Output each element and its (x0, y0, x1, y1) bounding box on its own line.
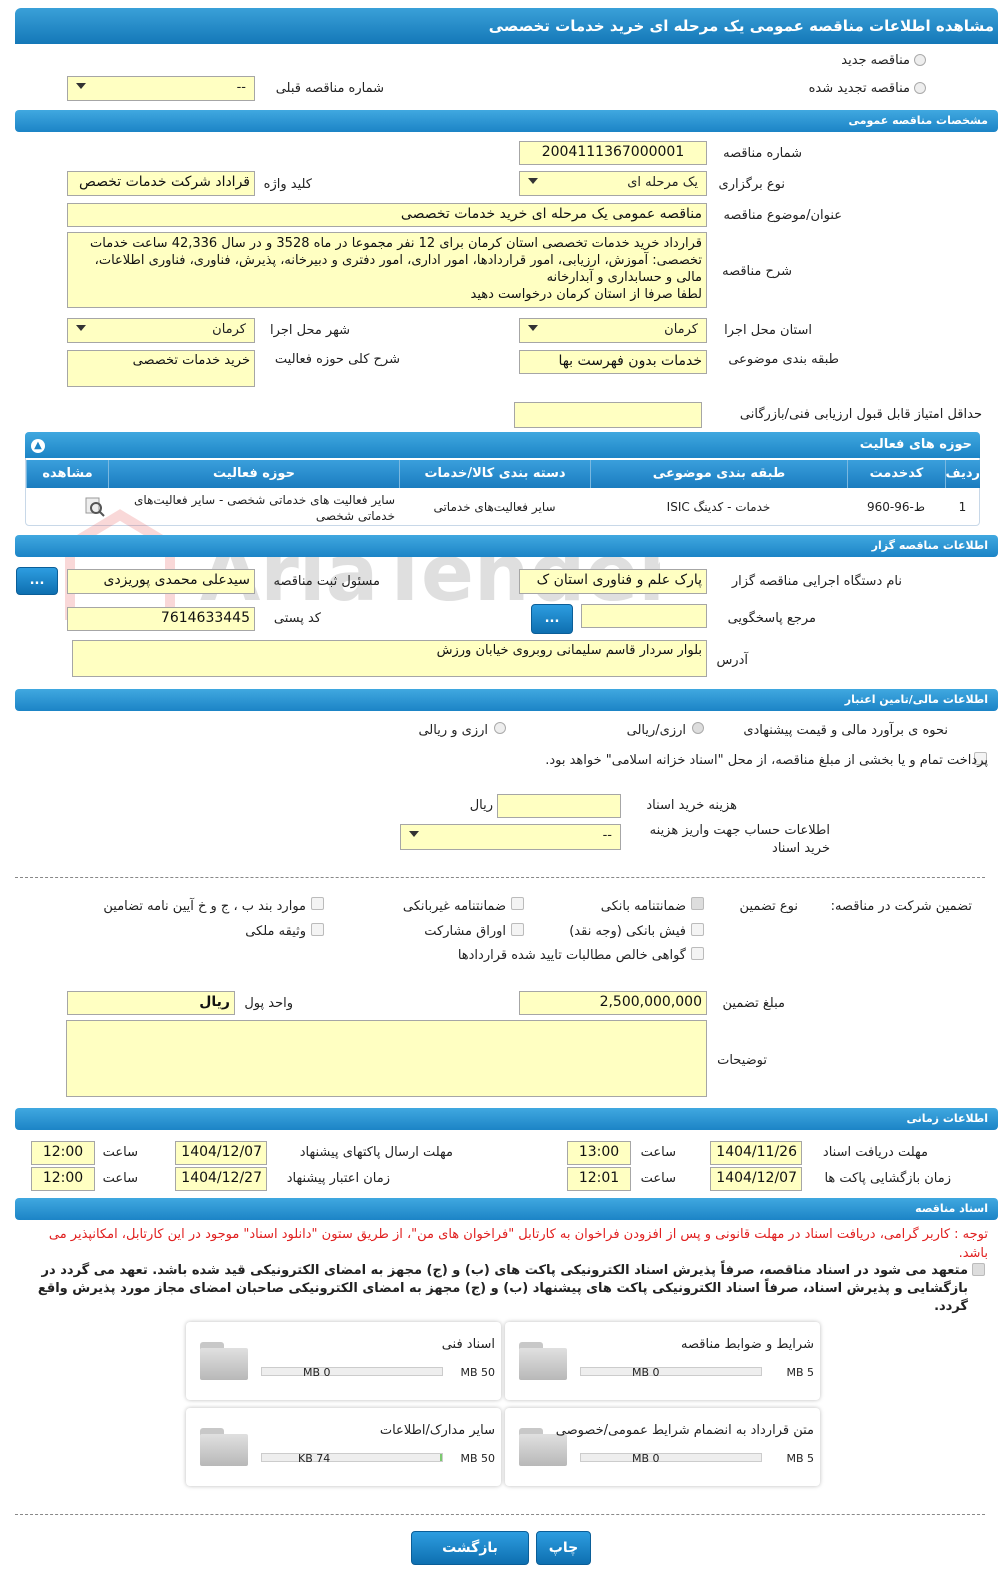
receive-time: 13:00 (567, 1141, 631, 1165)
folder-icon (200, 1428, 248, 1468)
tender-number-field: 2004111367000001 (519, 141, 707, 165)
send-label: مهلت ارسال پاکتهای پیشنهاد (299, 1145, 453, 1160)
property-label: وثیقه ملکی (245, 924, 306, 939)
col-index: ردیف (945, 460, 980, 488)
bonds-checkbox[interactable] (511, 923, 524, 936)
divider (15, 1514, 985, 1515)
guarantee-type-label: نوع تضمین (739, 899, 798, 914)
min-score-label: حداقل امتیاز قابل قبول ارزیابی فنی/بازرگانی (739, 407, 982, 422)
guarantee-label: تضمین شرکت در مناقصه: (830, 899, 972, 914)
registrar-lookup-button[interactable]: ... (16, 567, 58, 595)
validity-date: 1404/12/27 (175, 1167, 267, 1191)
open-date: 1404/12/07 (710, 1167, 802, 1191)
description-field: قرارداد خرید خدمات تخصصی استان کرمان برای 12 نفر مجموعا در ماه 3528 و در سال 42,336 ساعت خدمات تخصصی: آموزش، ارزیابی، امور قراردادها، امور اداری، امور دفتری و دبیرخانه، پذیرش، فناوری، فناوری اطلاعات، مالی و حسابداری و آبدارخانه لطفا صرفا از استان کرمان درخواست دهید (67, 232, 707, 308)
nonbank-guarantee-checkbox[interactable] (511, 897, 524, 910)
notes-field (66, 1020, 707, 1097)
subject-label: عنوان/موضوع مناقصه (723, 208, 842, 223)
doc-card-other[interactable] (186, 1408, 501, 1486)
doc-card-progress (261, 1367, 443, 1376)
clause-items-checkbox[interactable] (311, 897, 324, 910)
doc-card-technical[interactable] (186, 1322, 501, 1400)
documents-section-header: اسناد مناقصه (15, 1198, 998, 1220)
print-button[interactable]: چاپ (536, 1531, 591, 1565)
open-time-label: ساعت (640, 1171, 676, 1186)
org-label: نام دستگاه اجرایی مناقصه گزار (731, 574, 902, 589)
province-select[interactable] (519, 318, 707, 343)
doc-card-used: 0 MB (632, 1366, 660, 1379)
city-value: کرمان (212, 322, 246, 337)
validity-label: زمان اعتبار پیشنهاد (286, 1171, 390, 1186)
renewed-tender-label: مناقصه تجدید شده (808, 81, 910, 96)
receive-time-label: ساعت (640, 1145, 676, 1160)
doc-card-contract[interactable] (505, 1408, 820, 1486)
send-time: 12:00 (31, 1141, 95, 1165)
prev-number-value: -- (236, 80, 246, 95)
method-label: نحوه ی برآورد مالی و قیمت پیشنهادی (743, 723, 948, 738)
registrar-label: مسئول ثبت مناقصه (273, 574, 380, 589)
activities-header (25, 432, 980, 458)
ref-lookup-button[interactable]: ... (531, 604, 573, 634)
min-score-field (514, 402, 702, 428)
clause-items-label: موارد بند ب ، ج و خ آیین نامه تضامین (103, 899, 306, 914)
account-value: -- (602, 828, 612, 843)
row-category: خدمات - کدینگ ISIC (666, 500, 771, 514)
doc-cost-label: هزینه خرید اسناد (646, 798, 737, 813)
address-label: آدرس (716, 653, 748, 668)
doc-card-title: متن قرارداد به انضمام شرایط عمومی/خصوصی (555, 1423, 814, 1438)
nonbank-guarantee-label: ضمانتنامه غیربانکی (402, 899, 506, 914)
bank-guarantee-label: ضمانتنامه بانکی (600, 899, 686, 914)
chevron-down-icon (409, 831, 419, 837)
description-label: شرح مناقصه (722, 264, 792, 279)
bank-guarantee-checkbox[interactable] (691, 897, 704, 910)
doc-card-progress (580, 1367, 762, 1376)
svg-text:AriaTender.neT: AriaTen (200, 529, 530, 619)
tender-number-label: شماره مناقصه (723, 146, 802, 161)
province-label: استان محل اجرا (724, 323, 812, 338)
doc-card-title: سایر مدارک/اطلاعات (379, 1423, 495, 1438)
notes-label: توضیحات (717, 1053, 767, 1068)
collapse-icon[interactable]: ▲ (31, 439, 45, 453)
registrar-field: سیدعلی محمدی پوریزدی (67, 569, 255, 594)
category-field: خدمات بدون فهرست بها (519, 350, 707, 374)
renewed-tender-radio[interactable] (914, 82, 926, 94)
commit-checkbox[interactable] (972, 1263, 985, 1276)
holding-type-value: یک مرحله ای (627, 175, 698, 190)
bank-receipt-label: فیش بانکی (وجه نقد) (569, 924, 686, 939)
ref-field (581, 604, 707, 628)
postal-label: کد پستی (273, 611, 321, 626)
doc-cost-field (497, 794, 621, 818)
back-button[interactable]: بازگشت (411, 1531, 529, 1565)
amount-field: 2,500,000,000 (519, 991, 707, 1015)
holding-type-label: نوع برگزاری (718, 177, 785, 192)
open-label: زمان بازگشایی پاکت ها (824, 1171, 951, 1186)
row-index: 1 (958, 500, 967, 514)
send-time-label: ساعت (102, 1145, 138, 1160)
amount-label: مبلغ تضمین (722, 996, 785, 1011)
address-field: بلوار سردار قاسم سلیمانی روبروی خیابان ورزش (72, 640, 707, 677)
doc-cost-unit: ریال (469, 798, 493, 813)
new-tender-label: مناقصه جدید (841, 53, 910, 68)
finance-section-header: اطلاعات مالی/تامین اعتبار (15, 689, 998, 711)
validity-time: 12:00 (31, 1167, 95, 1191)
validity-time-label: ساعت (102, 1171, 138, 1186)
property-checkbox[interactable] (311, 923, 324, 936)
subject-field: مناقصه عمومی یک مرحله ای خرید خدمات تخصصی (67, 203, 707, 227)
doc-card-terms[interactable] (505, 1322, 820, 1400)
organizer-section-header: اطلاعات مناقصه گزار (15, 535, 998, 557)
chevron-down-icon (528, 178, 538, 184)
province-value: کرمان (664, 322, 698, 337)
city-label: شهر محل اجرا (270, 323, 350, 338)
treasury-text: پرداخت تمام و یا بخشی از مبلغ مناقصه، از محل "اسناد خزانه اسلامی" خواهد بود. (545, 753, 988, 768)
col-code: کدخدمت (847, 460, 945, 488)
open-time: 12:01 (567, 1167, 631, 1191)
activity-desc-field: خرید خدمات تخصصی (67, 350, 255, 387)
account-label: اطلاعات حساب جهت واریز هزینه خرید اسناد (649, 823, 830, 856)
magnifier-icon[interactable] (84, 496, 106, 518)
chevron-down-icon (528, 325, 538, 331)
doc-card-used: 74 KB (298, 1452, 331, 1465)
new-tender-radio[interactable] (914, 54, 926, 66)
col-group: دسته بندی کالا/خدمات (399, 460, 590, 488)
activity-desc-label: شرح کلی حوزه فعالیت (274, 352, 400, 367)
doc-card-progress (261, 1453, 443, 1462)
method-opt2: ارزی و ریالی (418, 723, 488, 738)
ref-label: مرجع پاسخگویی (727, 611, 816, 626)
page-title: مشاهده اطلاعات مناقصه عمومی یک مرحله ای خرید خدمات تخصصی (15, 8, 998, 44)
category-label: طبقه بندی موضوعی (728, 352, 839, 367)
folder-icon (519, 1342, 567, 1382)
commit-text: متعهد می شود در اسناد مناقصه، صرفاً پذیرش اسناد الکترونیکی پاکت های (ب) و (ج) مجهز به امضای الکترونیکی قید شده باشد. تعهد می گردد در بازگشایی و پذیرش اسناد، صرفاً اسناد الکترونیکی پاکت های پیشنهاد (ب) و (ج) مجهز به امضای الکترونیکی صاحبان امضای مجاز مورد پذیرش واقع گردد. (37, 1263, 968, 1314)
row-group: سایر فعالیت‌های خدماتی (433, 500, 556, 514)
currency-label: واحد پول (244, 996, 293, 1011)
holding-type-select[interactable] (519, 171, 707, 196)
general-section-header: مشخصات مناقصه عمومی (15, 110, 998, 132)
org-field: پارک علم و فناوری استان ک (519, 569, 707, 594)
claims-certificate-label: گواهی خالص مطالبات تایید شده قراردادها (457, 948, 686, 963)
city-select[interactable] (67, 318, 255, 343)
method-radio-1[interactable] (692, 722, 704, 734)
doc-card-used: 0 MB (303, 1366, 331, 1379)
postal-field: 7614633445 (67, 607, 255, 631)
send-date: 1404/12/07 (175, 1141, 267, 1165)
prev-number-label: شماره مناقصه قبلی (275, 81, 384, 96)
doc-card-max: 5 MB (786, 1366, 814, 1379)
col-field: حوزه فعالیت (108, 460, 399, 488)
documents-notice: توجه : کاربر گرامی، دریافت اسناد در مهلت قانونی و پس از افزودن فراخوان به کارتابل "فراخوان های من"، از طریق ستون "دانلود اسناد" موجود در این کارتابل، امکانپذیر می باشد. (48, 1227, 988, 1261)
doc-card-max: 50 MB (460, 1452, 495, 1465)
chevron-down-icon (76, 83, 86, 89)
receive-date: 1404/11/26 (710, 1141, 802, 1165)
receive-label: مهلت دریافت اسناد (822, 1145, 928, 1160)
divider (15, 877, 985, 878)
currency-field: ریال (67, 991, 235, 1015)
chevron-down-icon (76, 325, 86, 331)
row-code: ط-96-960 (867, 500, 925, 514)
keyword-label: کلید واژه (263, 177, 312, 192)
account-select[interactable] (400, 824, 621, 850)
doc-card-max: 5 MB (786, 1452, 814, 1465)
method-radio-2[interactable] (494, 722, 506, 734)
doc-card-title: اسناد فنی (441, 1337, 495, 1352)
keyword-field: قراداد شرکت خدمات تخصص (67, 171, 255, 196)
timing-section-header: اطلاعات زمانی (15, 1108, 998, 1130)
col-view: مشاهده (26, 460, 108, 488)
claims-certificate-checkbox[interactable] (691, 947, 704, 960)
prev-number-select[interactable] (67, 76, 255, 101)
doc-card-progress (580, 1453, 762, 1462)
doc-card-used: 0 MB (632, 1452, 660, 1465)
doc-card-title: شرایط و ضوابط مناقصه (681, 1337, 814, 1352)
bonds-label: اوراق مشارکت (424, 924, 506, 939)
method-opt1: ارزی/ریالی (626, 723, 686, 738)
row-field: سایر فعالیت های خدماتی شخصی - سایر فعالیت‌های خدماتی شخصی (134, 493, 395, 523)
folder-icon (200, 1342, 248, 1382)
activities-title: حوزه های فعالیت (859, 437, 972, 452)
bank-receipt-checkbox[interactable] (691, 923, 704, 936)
doc-card-max: 50 MB (460, 1366, 495, 1379)
col-category: طبقه بندی موضوعی (590, 460, 847, 488)
